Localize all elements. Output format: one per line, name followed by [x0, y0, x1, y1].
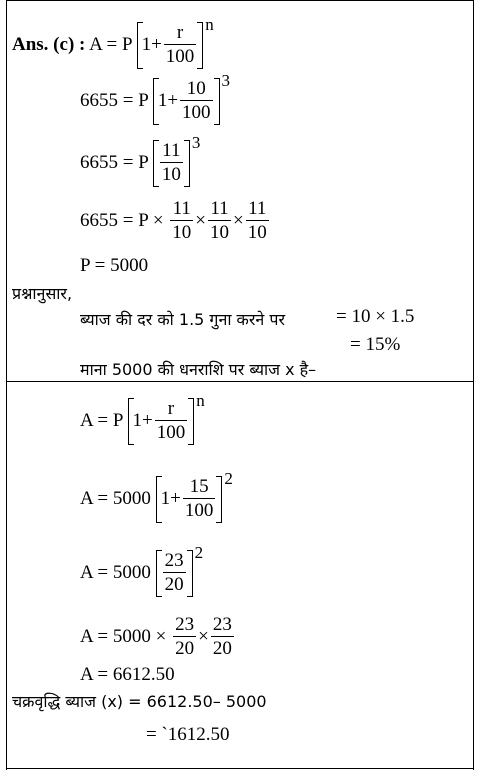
answer-box [6, 0, 474, 770]
exponent: 3 [191, 132, 201, 152]
one-plus: 1+ [141, 33, 162, 55]
equation-lhs: 6655 = P × [80, 209, 164, 231]
bracket-group [128, 398, 195, 445]
denominator: 10 [210, 222, 230, 243]
fraction [163, 550, 186, 597]
equation-line-2 [80, 70, 231, 125]
exponent: 2 [194, 542, 204, 562]
numerator: r [155, 398, 188, 421]
equation-line-3 [80, 132, 201, 187]
equation-lhs: A = 5000 × [80, 625, 167, 647]
denominator: 100 [184, 500, 214, 521]
fraction [164, 22, 197, 69]
result-principal: P = 5000 [80, 255, 149, 276]
fraction [180, 78, 213, 125]
according-to-question-label: प्रश्नानुसार, [12, 284, 73, 303]
denominator: 100 [156, 422, 186, 443]
bracket-group [156, 476, 223, 523]
final-answer: = `1612.50 [146, 724, 230, 745]
compound-interest-line [12, 690, 267, 713]
rate-increase-value: = 10 × 1.5 [336, 306, 415, 327]
denominator: 10 [172, 222, 192, 243]
fraction [173, 614, 196, 661]
equation-line-4 [80, 198, 271, 245]
answer-label: Ans. (c) : [12, 33, 86, 55]
exponent: 3 [221, 70, 231, 90]
numerator: 10 [180, 78, 213, 101]
denominator: 20 [164, 574, 184, 595]
denominator: 100 [165, 46, 195, 67]
equation-line-11 [80, 468, 233, 523]
fraction [160, 140, 183, 187]
one-plus: 1+ [160, 487, 181, 509]
equation-line-13 [80, 614, 236, 661]
times-sign: × [198, 625, 209, 647]
compound-interest-text: चक्रवृद्धि ब्याज (x) = 6612.50– 5000 [12, 692, 267, 711]
bracket-group [137, 22, 204, 69]
numerator: 15 [183, 476, 216, 499]
exponent: n [196, 390, 205, 410]
bracket-group [156, 550, 193, 597]
table-bottom-border [6, 768, 473, 769]
fraction [155, 398, 188, 445]
equation-lhs: A = 5000 [80, 487, 151, 509]
bracket-group [153, 140, 190, 187]
denominator: 20 [175, 638, 195, 659]
denominator: 20 [212, 638, 232, 659]
exponent: n [205, 14, 214, 34]
denominator: 10 [161, 164, 181, 185]
times-sign: × [195, 209, 207, 231]
formula-lhs: A = P [89, 33, 132, 55]
bracket-group [153, 78, 220, 125]
new-rate-value: = 15% [350, 334, 401, 355]
denominator: 100 [182, 102, 211, 123]
result-amount: A = 6612.50 [80, 664, 175, 685]
numerator: 23 [164, 550, 184, 571]
numerator: r [164, 22, 197, 45]
numerator: 23 [175, 614, 195, 635]
one-plus: 1+ [157, 89, 179, 111]
rate-increase-text: ब्याज की दर को 1.5 गुना करने पर [80, 310, 285, 329]
equation-line-12 [80, 542, 204, 597]
answer-formula-line [12, 14, 214, 69]
numerator: 11 [246, 198, 269, 221]
exponent: 2 [224, 468, 233, 488]
numerator: 11 [170, 198, 193, 221]
fraction [211, 614, 234, 661]
fraction [170, 198, 193, 245]
equation-lhs: 6655 = P [80, 151, 149, 173]
equation-lhs: 6655 = P [80, 89, 149, 111]
equation-lhs: A = P [80, 409, 123, 431]
equation-lhs: A = 5000 [80, 561, 151, 583]
numerator: 11 [208, 198, 231, 221]
numerator: 11 [160, 140, 183, 163]
equation-line-10 [80, 390, 205, 445]
numerator: 23 [212, 614, 232, 635]
assumption-text: माना 5000 की धनराशि पर ब्याज x है– [80, 360, 317, 379]
fraction [208, 198, 231, 245]
table-divider [6, 381, 473, 382]
fraction [246, 198, 269, 245]
fraction [183, 476, 216, 523]
times-sign: × [233, 209, 244, 231]
denominator: 10 [247, 222, 267, 243]
one-plus: 1+ [132, 409, 153, 431]
